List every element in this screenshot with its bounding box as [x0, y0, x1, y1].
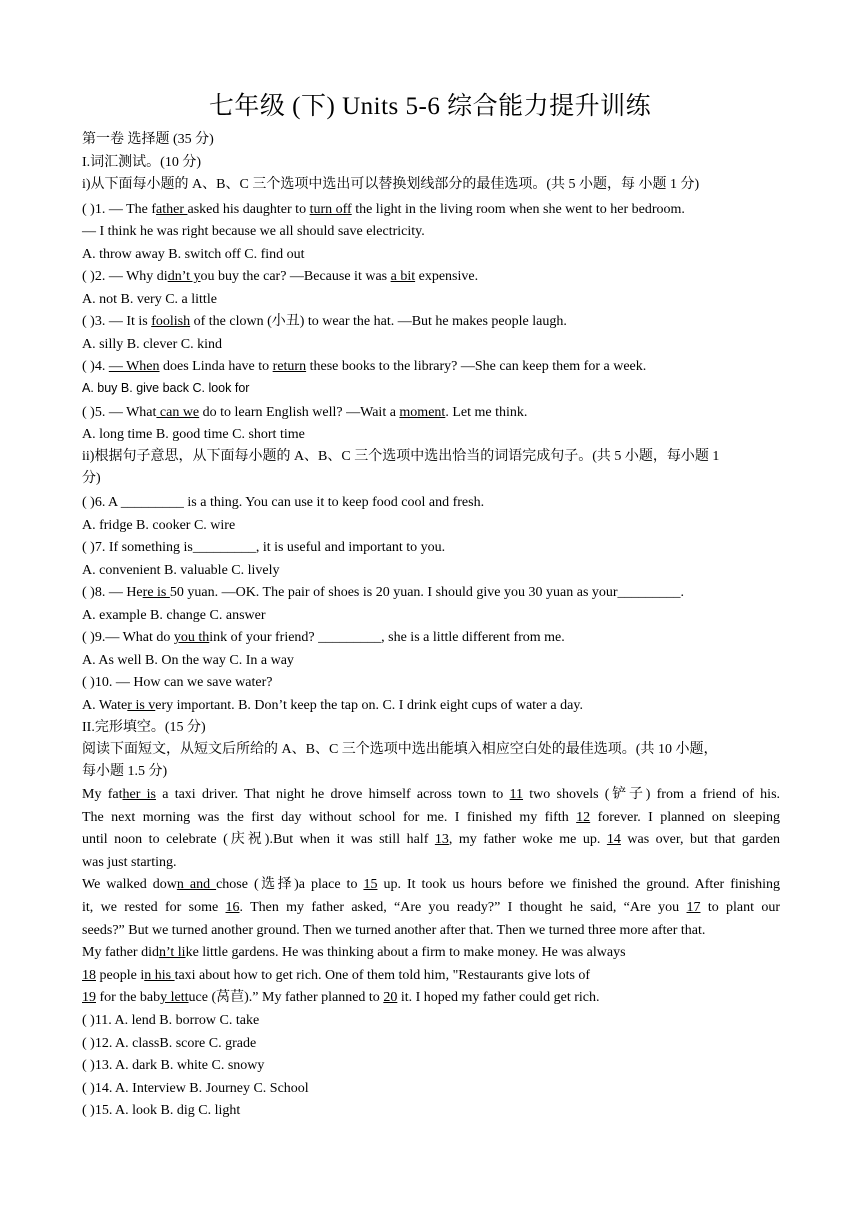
- passage-line-10: 19 for the baby lettuce (莴苣).” My father planned to 20 it. I hoped my father could get rich.: [82, 990, 600, 1005]
- question-5-options: A. long time B. good time C. short time: [82, 427, 305, 442]
- instruction-cloze-cont: 每小题 1.5 分): [82, 764, 168, 779]
- blank-17: 17: [686, 900, 701, 915]
- blank-12: 12: [576, 810, 591, 825]
- blank-16: 16: [225, 900, 240, 915]
- question-9: ( )9.— What do you think of your friend? _________, she is a little different from me.: [82, 630, 565, 645]
- section-heading-vocab: I.词汇测试。(10 分): [82, 155, 201, 170]
- question-6: ( )6. A _________ is a thing. You can use it to keep food cool and fresh.: [82, 495, 485, 510]
- instruction-ii-cont: 分): [82, 471, 101, 486]
- passage-line-3: until noon to celebrate (庆祝).But when it was still half 13, my father woke me up. 14 was over, but that garden: [82, 832, 780, 847]
- passage-line-7: seeds?” But we turned another ground. Then we turned another after that. Then we turned three more after that.: [82, 923, 706, 938]
- question-8-options: A. example B. change C. answer: [82, 608, 266, 623]
- question-4: ( )4. — When does Linda have to return these books to the library? —She can keep them for a week.: [82, 359, 647, 374]
- question-1-options: A. throw away B. switch off C. find out: [82, 247, 305, 262]
- question-4-options: A. buy B. give back C. look for: [82, 381, 250, 395]
- question-10: ( )10. — How can we save water?: [82, 675, 273, 690]
- question-10-options: A. Water is very important. B. Don’t keep the tap on. C. I drink eight cups of water a day.: [82, 698, 583, 713]
- passage-line-9: 18 people in his taxi about how to get rich. One of them told him, "Restaurants give lots of: [82, 968, 591, 983]
- instruction-i: i)从下面每小题的 A、B、C 三个选项中选出可以替换划线部分的最佳选项。(共 5 小题，每 小题 1 分): [82, 177, 700, 192]
- passage-line-4: was just starting.: [82, 855, 177, 870]
- question-5: ( )5. — What can we do to learn English well? —Wait a moment. Let me think.: [82, 405, 528, 420]
- section-heading-cloze: II.完形填空。(15 分): [82, 720, 206, 735]
- blank-14: 14: [606, 832, 621, 847]
- question-7: ( )7. If something is_________, it is useful and important to you.: [82, 540, 446, 555]
- blank-18: 18: [82, 968, 96, 983]
- passage-line-1: My father is a taxi driver. That night he drove himself across town to 11 two shovels (铲子) from a friend of his.: [82, 787, 781, 802]
- question-7-options: A. convenient B. valuable C. lively: [82, 563, 280, 578]
- passage-line-6: it, we rested for some 16. Then my father asked, “Are you ready?” I thought he said, “Are you 17 to plant our: [82, 900, 780, 915]
- passage-line-2: The next morning was the first day without school for me. I finished my fifth 12 forever. I planned on sleeping: [82, 810, 780, 825]
- cloze-question-13: ( )13. A. dark B. white C. snowy: [82, 1058, 265, 1073]
- blank-20: 20: [383, 990, 398, 1005]
- page-title: 七年级 (下) Units 5-6 综合能力提升训练: [208, 93, 652, 120]
- blank-11: 11: [509, 787, 524, 802]
- question-9-options: A. As well B. On the way C. In a way: [82, 653, 294, 668]
- cloze-question-12: ( )12. A. classB. score C. grade: [82, 1036, 257, 1051]
- instruction-cloze: 阅读下面短文，从短文后所给的 A、B、C 三个选项中选出能填入相应空白处的最佳选项。(共 10 小题，: [82, 742, 718, 757]
- cloze-question-15: ( )15. A. look B. dig C. light: [82, 1103, 241, 1118]
- cloze-question-14: ( )14. A. Interview B. Journey C. School: [82, 1081, 309, 1096]
- part-heading: 第一卷 选择题 (35 分): [82, 132, 214, 147]
- blank-13: 13: [434, 832, 449, 847]
- question-8: ( )8. — Here is 50 yuan. —OK. The pair of shoes is 20 yuan. I should give you 30 yuan as your_________.: [82, 585, 685, 600]
- blank-15: 15: [363, 877, 378, 892]
- passage-line-5: We walked down and chose (选择)a place to 15 up. It took us hours before we finished the ground. After finishing: [82, 877, 780, 892]
- question-1: ( )1. — The father asked his daughter to turn off the light in the living room when she went to her bedroom.: [82, 202, 685, 217]
- question-1-response: — I think he was right because we all should save electricity.: [82, 224, 425, 239]
- question-3: ( )3. — It is foolish of the clown (小丑) to wear the hat. —But he makes people laugh.: [82, 314, 567, 329]
- cloze-question-11: ( )11. A. lend B. borrow C. take: [82, 1013, 260, 1028]
- passage-line-8: My father didn’t like little gardens. He was thinking about a firm to make money. He was always: [82, 945, 626, 960]
- question-6-options: A. fridge B. cooker C. wire: [82, 518, 236, 533]
- instruction-ii: ii)根据句子意思，从下面每小题的 A、B、C 三个选项中选出恰当的词语完成句子。(共 5 小题，每小题 1: [82, 449, 720, 464]
- question-2-options: A. not B. very C. a little: [82, 292, 217, 307]
- question-3-options: A. silly B. clever C. kind: [82, 337, 222, 352]
- blank-19: 19: [82, 990, 96, 1005]
- question-2: ( )2. — Why didn’t you buy the car? —Because it was a bit expensive.: [82, 269, 479, 284]
